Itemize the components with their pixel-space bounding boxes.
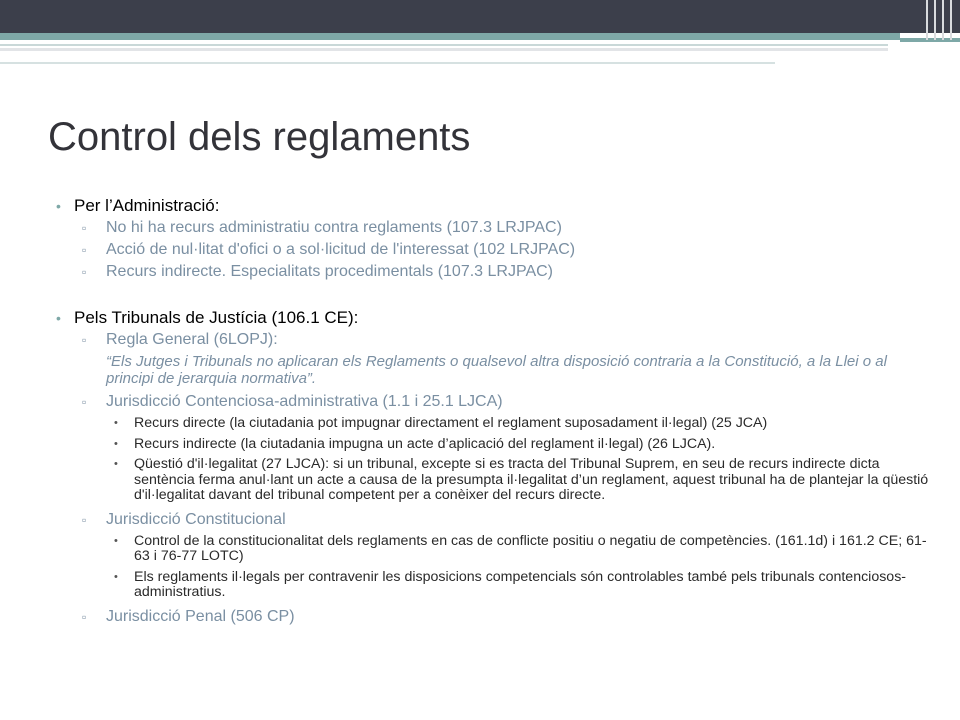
square-bullet-icon: ▫ <box>82 609 87 624</box>
list-item-text: Jurisdicció Penal (506 CP) <box>106 607 295 625</box>
list-item-l2 <box>56 217 936 239</box>
list-item-text: Acció de nul·litat d'ofici o a sol·licitud de l'interessat (102 LRJPAC) <box>106 241 576 258</box>
list-item-l1 <box>56 195 936 217</box>
list-item-text: Jurisdicció Constitucional <box>106 510 286 528</box>
list-item-text: Control de la constitucionalitat dels reglaments en cas de conflicte positiu o negatiu de competències. (161.1d) i 161.2 CE; 61-63 i 76-77 LOTC) <box>134 532 927 564</box>
round-bullet-icon: • <box>56 198 61 214</box>
quote-text: “Els Jutges i Tribunals no aplicaran els Reglaments o qualsevol altra disposició contraria a la Constitució, a la Llei o al principi de jerarquia normativa”. <box>106 353 887 387</box>
list-item-text: Recurs indirecte (la ciutadania impugna un acte d’aplicació del reglament il·legal) (26 LJCA). <box>134 435 716 452</box>
header-thin-line-lower <box>0 62 775 64</box>
square-bullet-icon: ▫ <box>82 512 87 527</box>
small-dot-bullet-icon: • <box>114 417 118 429</box>
slide-body <box>56 195 936 628</box>
square-bullet-icon: ▫ <box>82 243 87 257</box>
list-item-l2 <box>56 261 936 283</box>
header-gray-line <box>0 48 888 51</box>
list-item-l3 <box>56 437 936 453</box>
header-teal-band <box>0 33 900 40</box>
list-item-text: Pels Tribunals de Justícia (106.1 CE): <box>74 308 359 327</box>
list-item-text: Regla General (6LOPJ): <box>106 331 278 348</box>
spacer <box>56 283 936 307</box>
list-item-text: Qüestió d'il·legalitat (27 LJCA): si un tribunal, excepte si es tracta del Tribunal Suprem, en seu de recurs indirecte dicta sentència ferma anul·lant un acte a causa de la presumpta il·legalitat d’un reglament, aquest tribunal ha de plantejar la qüestió d'il·legalitat davant del tribunal competent per a conèixer del recurs directe. <box>134 456 929 503</box>
list-item-l1 <box>56 307 936 329</box>
list-item-l3 <box>56 457 936 504</box>
list-item-l3 <box>56 534 936 565</box>
small-dot-bullet-icon: • <box>114 437 118 450</box>
square-bullet-icon: ▫ <box>82 221 87 235</box>
small-dot-bullet-icon: • <box>114 458 118 470</box>
list-item-text: Els reglaments il·legals per contravenir les disposicions competencials són controlables també pels tribunals contenciosos-administratius. <box>134 568 907 600</box>
round-bullet-icon: • <box>56 310 61 326</box>
header-thin-line <box>0 44 888 46</box>
list-item-l2 <box>56 329 936 351</box>
list-item-l2 <box>56 606 936 628</box>
corner-decoration <box>920 0 960 40</box>
list-item-text: Recurs directe (la ciutadania pot impugnar directament el reglament suposadament il·legal) (25 JCA) <box>134 415 768 431</box>
list-item-l3 <box>56 570 936 601</box>
list-item-text: Recurs indirecte. Especialitats procedimentals (107.3 LRJPAC) <box>106 263 554 280</box>
list-item-l2 <box>56 509 936 531</box>
list-item-l2 <box>56 391 936 413</box>
list-item-text: Jurisdicció Contenciosa-administrativa (1.1 i 25.1 LJCA) <box>106 393 503 410</box>
slide-title: Control dels reglaments <box>48 115 471 159</box>
list-item-text: Per l’Administració: <box>74 196 220 215</box>
list-item-l3 <box>56 416 936 432</box>
list-item-l2 <box>56 239 936 261</box>
square-bullet-icon: ▫ <box>82 333 87 347</box>
list-item-text: No hi ha recurs administratiu contra reglaments (107.3 LRJPAC) <box>106 219 562 236</box>
small-dot-bullet-icon: • <box>114 570 118 583</box>
square-bullet-icon: ▫ <box>82 265 87 279</box>
square-bullet-icon: ▫ <box>82 395 87 409</box>
small-dot-bullet-icon: • <box>114 534 118 547</box>
header-dark-band <box>0 0 960 33</box>
